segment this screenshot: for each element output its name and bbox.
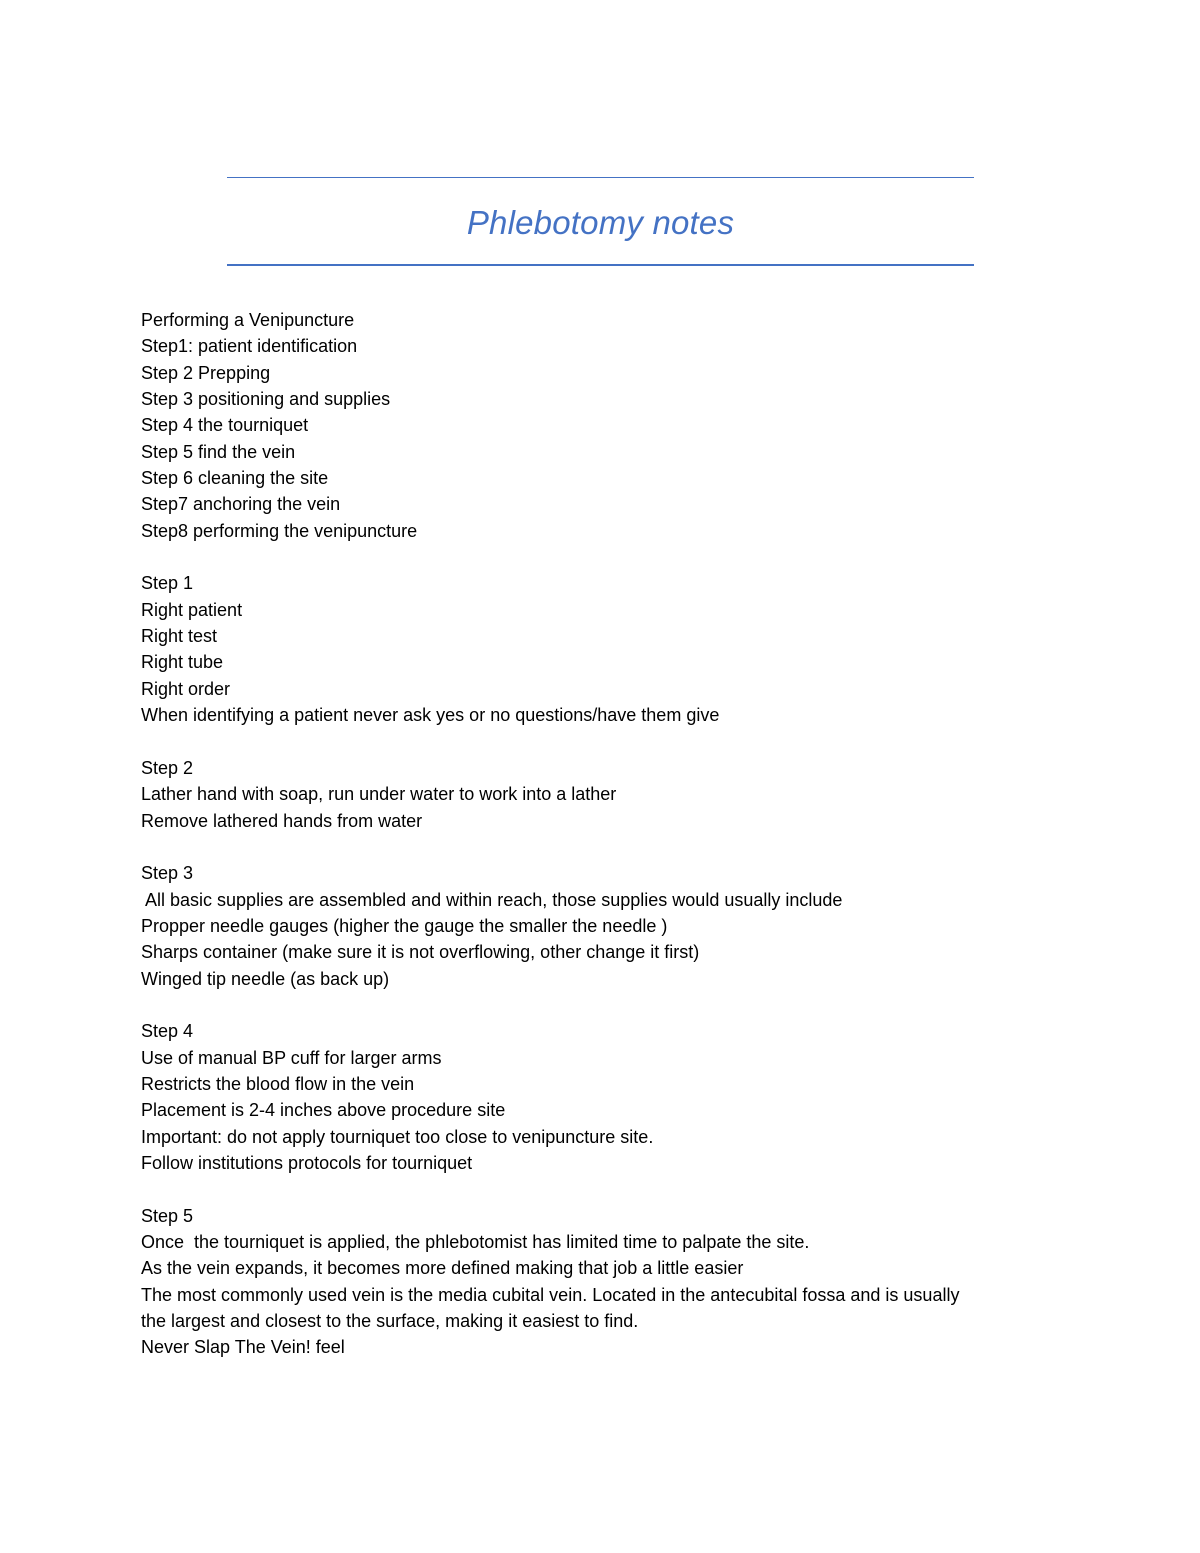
text-line: Step 6 cleaning the site	[141, 468, 329, 489]
text-line: Use of manual BP cuff for larger arms	[141, 1047, 442, 1068]
text-line: Right order	[141, 678, 231, 699]
title-bottom-rule	[227, 264, 974, 266]
section-heading: Step 1	[141, 573, 194, 594]
paragraph-gap	[141, 544, 1061, 570]
paragraph-gap	[141, 992, 1061, 1018]
text-line: Once the tourniquet is applied, the phlebotomist has limited time to palpate the site.	[141, 1232, 810, 1253]
document-title: Phlebotomy notes	[466, 204, 735, 241]
text-line: Propper needle gauges (higher the gauge the smaller the needle )	[141, 915, 668, 936]
section-step-2	[141, 755, 1061, 834]
section-step-1	[141, 570, 1061, 728]
text-line: Step 3 positioning and supplies	[141, 389, 391, 410]
text-line: Step7 anchoring the vein	[141, 494, 341, 515]
document-body	[141, 307, 1061, 1361]
text-line: Right patient	[141, 599, 243, 620]
text-line: Right tube	[141, 652, 224, 673]
text-line: Step 2 Prepping	[141, 362, 271, 383]
text-line: When identifying a patient never ask yes or no questions/have them give	[141, 705, 720, 726]
text-line: As the vein expands, it becomes more defined making that job a little easier	[141, 1258, 744, 1279]
paragraph-gap	[141, 834, 1061, 860]
text-line: Never Slap The Vein! feel	[141, 1337, 345, 1358]
text-line: Important: do not apply tourniquet too close to venipuncture site.	[141, 1126, 654, 1147]
text-line: Lather hand with soap, run under water to work into a lather	[141, 784, 617, 805]
text-line: Placement is 2-4 inches above procedure site	[141, 1100, 506, 1121]
text-line: The most commonly used vein is the media cubital vein. Located in the antecubital fossa and is usually	[141, 1284, 960, 1305]
title-top-rule	[227, 177, 974, 178]
paragraph-gap	[141, 729, 1061, 755]
paragraph-gap	[141, 1176, 1061, 1202]
text-line: Restricts the blood flow in the vein	[141, 1073, 415, 1094]
text-line: Winged tip needle (as back up)	[141, 968, 390, 989]
section-step-5	[141, 1203, 1061, 1361]
text-line: Step 5 find the vein	[141, 441, 296, 462]
text-line: Remove lathered hands from water	[141, 810, 423, 831]
text-line: Step1: patient identification	[141, 336, 358, 357]
section-heading: Step 2	[141, 757, 194, 778]
section-heading: Step 5	[141, 1205, 194, 1226]
section-step-4	[141, 1018, 1061, 1176]
text-line: Performing a Venipuncture	[141, 310, 355, 330]
section-overview	[141, 307, 1061, 544]
text-line: Follow institutions protocols for tourniquet	[141, 1153, 473, 1173]
section-heading: Step 4	[141, 1021, 194, 1042]
section-heading: Step 3	[141, 863, 194, 884]
text-line: Right test	[141, 626, 218, 647]
text-line: Step 4 the tourniquet	[141, 415, 309, 436]
text-line: Sharps container (make sure it is not overflowing, other change it first)	[141, 942, 700, 963]
section-step-3	[141, 860, 1061, 992]
text-line: Step8 performing the venipuncture	[141, 520, 418, 541]
text-line: All basic supplies are assembled and within reach, those supplies would usually include	[141, 889, 843, 910]
text-line: the largest and closest to the surface, making it easiest to find.	[141, 1311, 639, 1332]
